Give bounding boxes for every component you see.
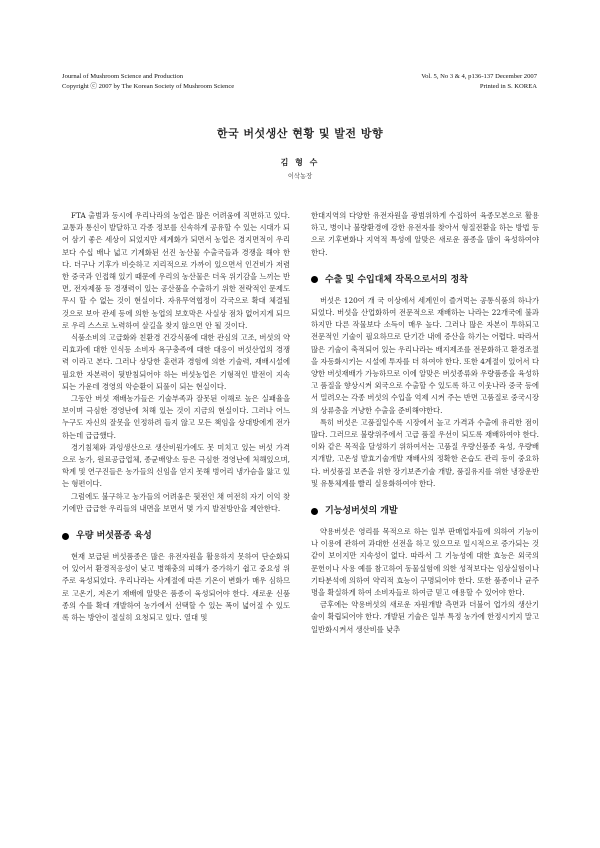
section-heading-text: 우량 버섯품종 육성 <box>76 531 152 542</box>
intro-paragraph: 그동안 버섯 재배농가들은 기술부족과 잘못된 이해로 높은 실패율을 보이며 극심한 경영난에 처해 있는 것이 지금의 현실이다. 그러나 어느 누구도 자신의 잘못을 인정하려 들지 않고 모든 책임을 상대방에게 전가하는데 급급했다. <box>62 394 290 440</box>
section-heading-export <box>311 273 539 287</box>
journal-volume: Vol. 5, No 3 & 4, p136-137 December 2007 <box>421 73 537 80</box>
section-paragraph: 버섯은 120여 개 국 이상에서 세계인이 즐겨먹는 공통식품의 하나가 되었다. 버섯을 산업화하여 전문적으로 재배하는 나라는 22개국에 불과하지만 다른 작물보다 소득이 매우 높다. 그러나 많은 자본이 투하되고 전문적인 기술이 필요하므로 단기간 내에 증산을 하기는 어렵다. 따라서 많은 기술이 축적되어 있는 우리나라는 배지제조를 전문화하고 환경조절을 자동화시키는 시설에 투자를 더 하여야 한다. 또한 4계절이 있어서 다양한 버섯재배가 가능하므로 이에 알맞은 버섯종류와 우량품종을 육성하고 품질을 향상시켜 외국으로 수출할 수 있도록 하고 이웃나라 중국 등에서 밀려오는 각종 버섯의 수입을 억제 시켜 주는 반면 고품질로 중국시장의 상류층을 겨냥한 수출을 준비해야한다. <box>311 295 539 415</box>
article-author: 김 형 수 <box>280 157 320 167</box>
journal-header-right <box>421 72 537 91</box>
section-heading-text: 수출 및 수입대체 작목으로서의 정착 <box>325 274 468 285</box>
article-affiliation: 이삭농장 <box>287 173 313 180</box>
bullet-icon <box>62 533 69 540</box>
continuation-paragraph: 한대지역의 다양한 유전자원을 광범위하게 수집하여 육종모본으로 활용하고, 병이나 불량환경에 강한 유전자를 찾아서 형질전환을 하는 방법 등으로 기후변화나 지역적 특성에 알맞은 새로운 품종을 많이 육성하여야 한다. <box>311 211 539 257</box>
journal-header-left <box>62 72 234 91</box>
intro-paragraph: 식품소비의 고급화와 친환경 건강식품에 대한 관심의 고조, 버섯의 약리효과에 대한 인식등 소비자 욕구충족에 대한 대응이 버섯산업의 경쟁력 이라고 본다. 그러나 상당한 훈련과 경험에 의한 기술력, 재배시설에 필요한 자본력이 뒷받침되어야 하는 버섯농업은 기형적인 발전이 지속 되는 가운데 경영의 악순환이 되풀이 되는 현실이다. <box>62 333 290 391</box>
section-paragraph: 현재 보급된 버섯품종은 많은 유전자원을 활용하지 못하여 단순화되어 있어서 환경적응성이 낮고 병해충의 피해가 증가하기 쉽고 중요성 위주로 육성되었다. 우리나라는 사계절에 따른 기온이 변화가 매우 심하므로 고온기, 저온기 재배에 알맞은 품종이 육성되어야 한다. 새로운 신품종의 수를 확대 개발하여 농가에서 선택할 수 있는 폭이 넓어질 수 있도록 하는 방안이 절실히 요청되고 있다. 열대 및 <box>62 552 290 623</box>
intro-paragraph: FTA 출범과 동시에 우리나라의 농업은 많은 어려움에 직면하고 있다. 교통과 통신이 발달하고 각종 정보를 신속하게 공유할 수 있는 시대가 되어 삼기 좋은 세상이 되었지만 세계화가 되면서 농업은 경지면적이 우리보다 수십 배나 넓고 기계화된 선진 농산물 수출국들과 경쟁을 해야 한다. 더구나 기후가 비슷하고 지리적으로 가까이 있으면서 인건비가 저렴한 중국과 인접해 있기 때문에 우리의 농산물은 더욱 위기감을 느끼는 반면, 전자제품 등 경쟁력이 있는 공산품을 수출하기 위한 전략적인 문제도 무시 할 수 없는 것이 현실이다. 자유무역협정이 각국으로 확대 체결될 것으로 보아 관세 등에 의한 농업의 보호막은 사실상 점차 없어지게 되므로 우리 스스로 노력하여 살길을 찾지 않으면 안 될 것이다. <box>62 211 290 330</box>
left-column <box>62 210 290 624</box>
bullet-icon <box>311 508 318 515</box>
journal-copyright: Copyright ⓒ 2007 by The Korean Society of Mushroom Science <box>62 82 235 90</box>
bullet-icon <box>311 276 318 283</box>
intro-paragraph: 경기침체와 과잉생산으로 생산비원가에도 못 미치고 있는 버섯 가격으로 농가, 원료공급업체, 종균배양소 등은 극심한 경영난에 처해있으며, 학계 및 연구진들은 농가들의 신임을 얻지 못해 벙어리 냉가슴을 앓고 있는 형편이다. <box>62 442 290 489</box>
intro-paragraph: 그럼에도 불구하고 농가들의 어려움은 뒷전인 채 여전히 자기 이익 찾기에만 급급한 우리들의 내면을 보면서 몇 가지 발전방안을 제안한다. <box>62 491 290 513</box>
right-column <box>311 210 539 636</box>
journal-printed: Printed in S. KOREA <box>479 82 537 90</box>
section-paragraph: 약용버섯은 영리를 목적으로 하는 일부 판매업자들에 의하여 기능이나 이용에 관하여 과대한 선전을 하고 있으므로 일시적으로 증가되는 것 같이 보이지만 지속성이 없다. 따라서 그 기능성에 대한 효능은 외국의 문헌이나 사용 예를 참고하여 동물실험에 의한 성적보다는 임상실험이나 기타분석에 의하여 약리적 효능이 구명되어야 한다. 또한 품종이나 균주명을 확실하게 하여 소비자들로 하여금 믿고 애용할 수 있어야 한다. <box>311 527 539 598</box>
section-paragraph: 금후에는 약용버섯의 새로운 자원개발 측면과 더불어 업가의 생산기술이 확립되어야 한다. 개발된 기술은 일부 특정 농가에 한정시키지 말고 일반화시켜서 생산비를 낮추 <box>311 600 539 634</box>
section-heading-functional <box>311 504 539 518</box>
journal-name: Journal of Mushroom Science and Production <box>62 73 184 80</box>
section-paragraph: 특히 버섯은 고품질일수록 시장에서 높고 가격과 수출에 유리한 점이 많다. 그러므로 불량위주에서 고급 품질 우선이 되도록 재배하여야 한다. 이와 같은 목적을 달성하기 위하여서는 고품질 우량신품종 육성, 우량배지개발, 고온성 발효기술개발 재배사의 정확한 온습도 관리 등이 중요하다. 버섯품질 보존을 위한 장기보존기술 개발, 품질유지를 위한 냉장운반 및 유통체계를 빨리 실용화하여야 한다. <box>311 417 539 488</box>
section-heading-breeding <box>62 529 290 543</box>
article-title: 한국 버섯생산 현황 및 발전 방향 <box>216 127 384 140</box>
section-heading-text: 기능성버섯의 개발 <box>325 506 398 517</box>
